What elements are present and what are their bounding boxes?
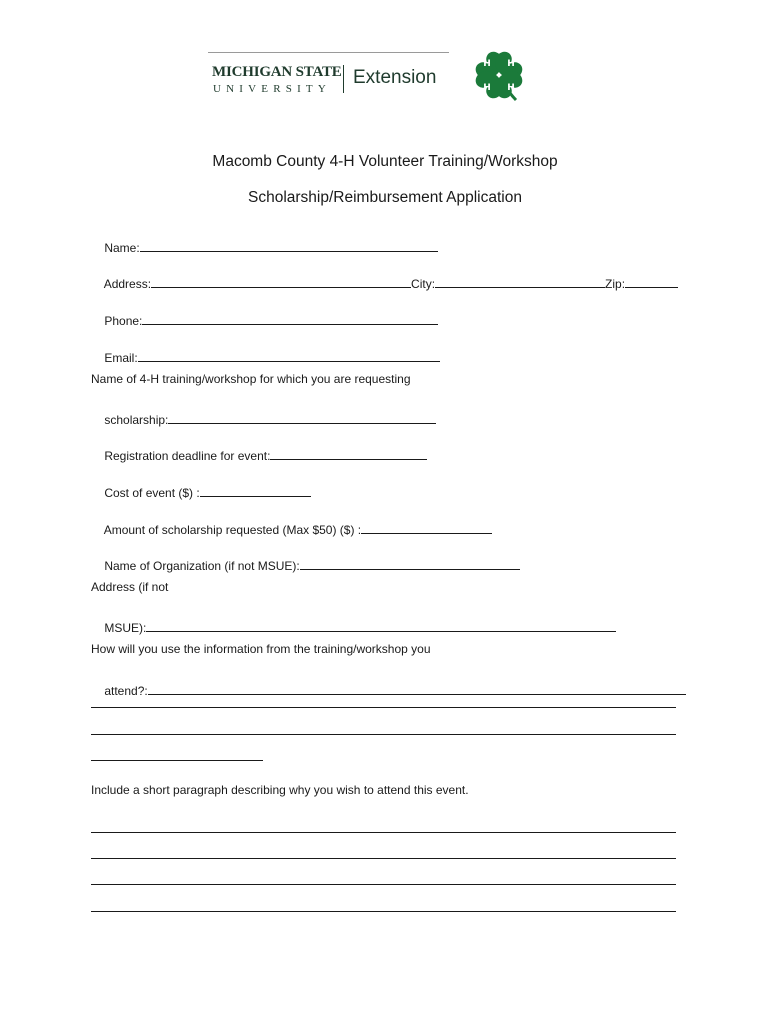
deadline-field[interactable] <box>270 448 427 460</box>
training-field[interactable] <box>168 412 436 424</box>
paragraph-answer-line-3[interactable] <box>91 884 676 885</box>
form-title: Macomb County 4-H Volunteer Training/Workshop <box>212 153 558 170</box>
msu-brand-name: MICHIGAN STATE <box>212 64 342 80</box>
use-label: attend?: <box>104 684 148 698</box>
msu-brand-extension: Extension <box>353 67 437 88</box>
use-question: How will you use the information from the training/workshop you <box>91 642 431 656</box>
org-label: Name of Organization (if not MSUE): <box>104 559 300 573</box>
cost-label: Cost of event ($) : <box>104 486 200 500</box>
msu-logo-separator <box>343 65 344 93</box>
form-subtitle: Scholarship/Reimbursement Application <box>248 189 522 206</box>
org-field[interactable] <box>300 558 520 570</box>
clover-letter-br: H <box>507 83 515 93</box>
name-field[interactable] <box>140 240 438 252</box>
training-question: Name of 4-H training/workshop for which you are requesting <box>91 372 411 386</box>
email-field[interactable] <box>138 350 440 362</box>
org-address-question: Address (if not <box>91 580 169 594</box>
logo-divider-line <box>208 52 449 53</box>
email-label: Email: <box>104 351 138 365</box>
paragraph-answer-line-1[interactable] <box>91 832 676 833</box>
use-field[interactable] <box>148 683 686 695</box>
msu-brand-university: UNIVERSITY <box>213 83 331 95</box>
paragraph-question: Include a short paragraph describing why you wish to attend this event. <box>91 783 469 797</box>
name-label: Name: <box>104 241 140 255</box>
amount-label: Amount of scholarship requested (Max $50) ($) : <box>103 523 362 537</box>
amount-field[interactable] <box>361 522 492 534</box>
zip-label: Zip: <box>605 277 626 291</box>
use-answer-line-4[interactable] <box>91 760 263 761</box>
org-address-field[interactable] <box>146 620 616 632</box>
address-field[interactable] <box>151 276 411 288</box>
phone-label: Phone: <box>104 314 143 328</box>
clover-letter-tr: H <box>507 59 515 69</box>
address-label: Address: <box>103 277 152 291</box>
msu-extension-logo <box>212 64 452 96</box>
use-row <box>91 669 686 712</box>
training-label: scholarship: <box>104 413 169 427</box>
phone-field[interactable] <box>142 313 438 325</box>
use-answer-line-2[interactable] <box>91 707 676 708</box>
4h-clover-icon <box>470 46 528 104</box>
zip-field[interactable] <box>625 276 678 288</box>
city-label: City: <box>411 277 436 291</box>
org-address-label: MSUE): <box>104 621 147 635</box>
paragraph-answer-line-4[interactable] <box>91 911 676 912</box>
paragraph-answer-line-2[interactable] <box>91 858 676 859</box>
clover-letter-bl: H <box>483 83 491 93</box>
use-answer-line-3[interactable] <box>91 734 676 735</box>
city-field[interactable] <box>435 276 605 288</box>
clover-letter-tl: H <box>483 59 491 69</box>
deadline-label: Registration deadline for event: <box>104 449 271 463</box>
cost-field[interactable] <box>200 485 311 497</box>
